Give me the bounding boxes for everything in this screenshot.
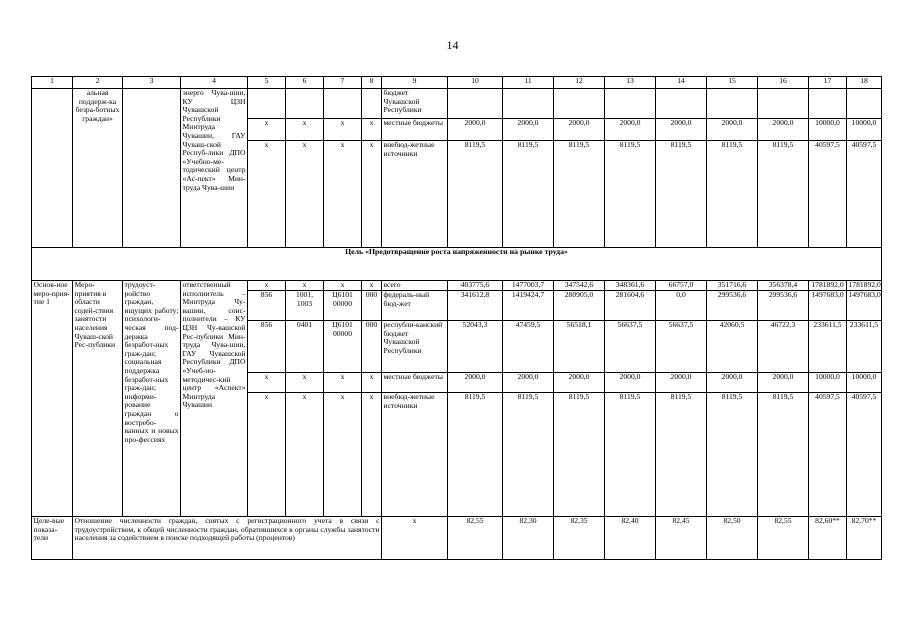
measure-name: Меро-приятия в области содей-ствия занятости населения Чуваш-ской Рес-публики	[73, 281, 123, 517]
funding-source: местные бюджеты	[382, 119, 448, 141]
funding-source: республи-канский бюджет Чувашской Республики	[382, 321, 448, 373]
header-cell: 15	[707, 77, 758, 89]
header-cell: 3	[123, 77, 181, 89]
indicator-row: Целе-вые показа-тели Отношение численности граждан, снятых с регистрационного учета в связи с трудоустройством, к общей численности граждан, обратившихся в органы службы занятости населения за содействием в поиске подходящей работы (процентов) x 82,55 82,30 82,35 82,40 82,45 82,50 82,55 82,60** 82,70**	[32, 517, 882, 560]
header-cell: 13	[605, 77, 656, 89]
funding-source: местные бюджеты	[382, 373, 448, 393]
indicator-label: Целе-вые показа-тели	[32, 517, 73, 560]
main-activity-label: Основ-ное меро-прия-тие 1	[32, 281, 73, 517]
header-cell: 11	[503, 77, 554, 89]
header-cell: 17	[809, 77, 847, 89]
header-cell: 10	[448, 77, 503, 89]
table-row: x x x x внебюд-жетные источники 8119,5 8119,5 8119,5 8119,5 8119,5 8119,5 8119,5 40597,5 40597,5	[32, 141, 882, 248]
table-row: x x x x местные бюджеты 2000,0 2000,0 2000,0 2000,0 2000,0 2000,0 2000,0 10000,0 10000,0	[32, 119, 882, 141]
funding-source: всего	[382, 281, 448, 291]
header-cell: 9	[382, 77, 448, 89]
executors: энерго Чува-шии, КУ ЦЗН Чувашской Республики Минтруда Чувашии, ГАУ Чуваш-ской Респуб-лики ДПО «Учебно-ме-тодический центр «Ас-пект» Мин-труда Чува-шии	[181, 89, 248, 248]
header-cell: 7	[324, 77, 362, 89]
header-cell: 14	[656, 77, 707, 89]
table-row: x x x x местные бюджеты 2000,0 2000,0 2000,0 2000,0 2000,0 2000,0 2000,0 10000,0 10000,0	[32, 373, 882, 393]
header-cell: 5	[248, 77, 286, 89]
goal-row	[32, 248, 882, 281]
measure-name: альная поддерж-ка безра-ботных граждан»	[73, 89, 123, 248]
indicator-text: Отношение численности граждан, снятых с регистрационного учета в связи с трудоустройством, к общей численности граждан, обратившихся в органы службы занятости населения за содействием в поиске подходящей работы (процентов)	[73, 517, 382, 560]
page-number: 14	[446, 38, 459, 52]
header-cell: 16	[758, 77, 809, 89]
header-cell: 6	[286, 77, 324, 89]
header-cell: 4	[181, 77, 248, 89]
header-cell: 1	[32, 77, 73, 89]
header-row	[32, 77, 882, 89]
funding-source: федераль-ный бюд-жет	[382, 291, 448, 321]
program-table	[31, 76, 882, 560]
table-row: 856 0401 Ц6101 00000 000 республи-канский бюджет Чувашской Республики 52043,3 47459,5 56518,1 56637,5 56637,5 42060,5 46722,3 233611,5 233611,5	[32, 321, 882, 373]
header-cell: 12	[554, 77, 605, 89]
funding-source: внебюд-жетные источники	[382, 393, 448, 517]
executors: ответственный исполнитель – Минтруда Чу-вашии, соис-полнители – КУ ЦЗН Чу-вашской Рес-публики Мин-труда Чува-шии, ГАУ Чувашской Республики ДПО «Учеб-но-методичес-кий центр «Аспект» Минтруда Чувашии	[181, 281, 248, 517]
table-row: Основ-ное меро-прия-тие 1 Меро-приятия в области содей-ствия занятости населения Чуваш-ской Рес-публики трудоуст-ройство граждан, ищущих работу; психологи-ческая под-держка безработ-ных граж-дан; социальная поддержка безработ-ных граж-дан; информи-рование граждан о востребо-ванных и новых про-фессиях ответственный исполнитель – Минтруда Чу-вашии, соис-полнители – КУ ЦЗН Чу-вашской Рес-публики Мин-труда Чува-шии, ГАУ Чувашской Республики ДПО «Учеб-но-методичес-кий центр «Аспект» Минтруда Чувашии x x x x всего 403775,6 1477003,7 347542,6 348361,6 66757,0 351716,6 356378,4 1781892,0 1781892,0	[32, 281, 882, 291]
header-cell: 8	[362, 77, 382, 89]
funding-source: внебюд-жетные источники	[382, 141, 448, 248]
table-row: 856 1001, 1003 Ц6101 00000 000 федераль-ный бюд-жет 341612,8 1419424,7 280905,0 281604,6 0,0 299536,6 299536,6 1497683,0 1497683,0	[32, 291, 882, 321]
table-row: x x x x внебюд-жетные источники 8119,5 8119,5 8119,5 8119,5 8119,5 8119,5 8119,5 40597,5 40597,5	[32, 393, 882, 517]
table-row	[32, 89, 882, 119]
header-cell: 18	[847, 77, 882, 89]
funding-source: бюджет Чувашской Республики	[382, 89, 448, 119]
goal-title: Цель «Предотвращение роста напряженности на рынке труда»	[32, 248, 882, 281]
header-cell: 2	[73, 77, 123, 89]
measure-description: трудоуст-ройство граждан, ищущих работу; психологи-ческая под-держка безработ-ных граж-дан; социальная поддержка безработ-ных граж-дан; информи-рование граждан о востребо-ванных и новых про-фессиях	[123, 281, 181, 517]
